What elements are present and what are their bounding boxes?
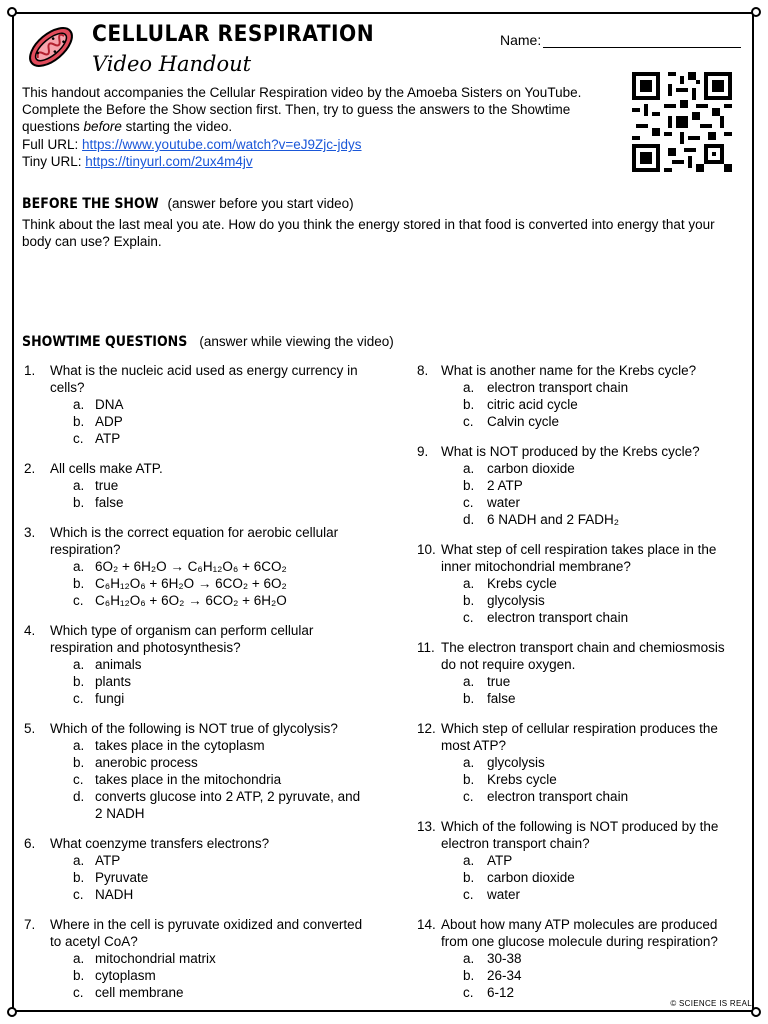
- option-text: citric acid cycle: [487, 397, 578, 412]
- question-text: What step of cell respiration takes place in the inner mitochondrial membrane?: [441, 542, 717, 574]
- answer-option[interactable]: [24, 788, 369, 822]
- option-text: ADP: [95, 414, 123, 429]
- question-text: Where in the cell is pyruvate oxidized and converted to acetyl CoA?: [50, 917, 363, 949]
- question-text: All cells make ATP.: [50, 461, 163, 476]
- option-letter: b.: [73, 870, 85, 885]
- question-item: [417, 443, 737, 528]
- option-text: 6-12: [487, 985, 515, 1000]
- corner-circle: [751, 7, 761, 17]
- full-url-label: Full URL:: [22, 137, 79, 152]
- answer-option[interactable]: [417, 494, 737, 511]
- option-text: false: [487, 691, 516, 706]
- questions-left-column: [24, 362, 369, 1014]
- option-letter: b.: [463, 870, 475, 885]
- tiny-url-label: Tiny URL:: [22, 154, 82, 169]
- answer-option[interactable]: [24, 869, 369, 886]
- option-text: converts glucose into 2 ATP, 2 pyruvate, and 2 NADH: [95, 789, 361, 821]
- option-text: carbon dioxide: [487, 461, 575, 476]
- option-text: animals: [95, 657, 142, 672]
- tiny-url-link[interactable]: https://tinyurl.com/2ux4m4jv: [85, 154, 253, 169]
- answer-option[interactable]: [24, 967, 369, 984]
- option-letter: a.: [463, 853, 475, 868]
- option-letter: c.: [73, 691, 84, 706]
- question-text: What coenzyme transfers electrons?: [50, 836, 270, 851]
- question-number: 4.: [24, 623, 36, 638]
- option-text: C₆H₁₂O₆ + 6H₂O → 6CO₂ + 6O₂: [95, 576, 287, 591]
- showtime-heading: SHOWTIME QUESTIONS (answer while viewing the video): [22, 334, 394, 350]
- question-number: 11.: [417, 640, 435, 655]
- option-letter: d.: [73, 789, 85, 804]
- showtime-note: (answer while viewing the video): [199, 334, 394, 349]
- page-subtitle: Video Handout: [92, 52, 252, 76]
- answer-option[interactable]: [417, 852, 737, 869]
- question-text: What is another name for the Krebs cycle?: [441, 363, 697, 378]
- question-item: [24, 622, 369, 707]
- question-item: [24, 835, 369, 903]
- option-letter: a.: [73, 738, 85, 753]
- question-item: [417, 916, 737, 1001]
- option-text: water: [487, 887, 521, 902]
- answer-option[interactable]: [24, 852, 369, 869]
- answer-option[interactable]: [24, 950, 369, 967]
- intro-text: This handout accompanies the Cellular Respiration video by the Amoeba Sisters on YouTube. Complete the Before the Show section first. Then, try to guess the answers to the Showtime questions before starting the video.: [22, 85, 582, 134]
- option-text: mitochondrial matrix: [95, 951, 216, 966]
- option-letter: a.: [73, 657, 85, 672]
- option-text: 6 NADH and 2 FADH₂: [487, 512, 620, 527]
- option-letter: a.: [463, 951, 475, 966]
- option-letter: b.: [463, 593, 475, 608]
- option-letter: c.: [73, 887, 84, 902]
- option-text: true: [95, 478, 119, 493]
- option-text: takes place in the cytoplasm: [95, 738, 265, 753]
- option-text: Pyruvate: [95, 870, 149, 885]
- option-letter: c.: [73, 431, 84, 446]
- questions-right-column: [417, 362, 737, 1014]
- question-item: [24, 916, 369, 1001]
- option-letter: a.: [73, 559, 85, 574]
- question-text: About how many ATP molecules are produced from one glucose molecule during respiration?: [441, 917, 718, 949]
- answer-option[interactable]: [24, 592, 369, 609]
- answer-option[interactable]: [24, 771, 369, 788]
- question-text: What is the nucleic acid used as energy currency in cells?: [50, 363, 358, 395]
- answer-option[interactable]: [417, 460, 737, 477]
- answer-option[interactable]: [24, 673, 369, 690]
- option-text: ATP: [95, 853, 121, 868]
- option-text: DNA: [95, 397, 124, 412]
- option-text: ATP: [487, 853, 513, 868]
- option-letter: a.: [73, 853, 85, 868]
- before-show-heading: BEFORE THE SHOW (answer before you start video): [22, 196, 354, 212]
- option-letter: b.: [73, 495, 85, 510]
- qr-code[interactable]: [632, 72, 732, 172]
- option-letter: a.: [463, 461, 475, 476]
- question-text: Which of the following is NOT produced by the electron transport chain?: [441, 819, 719, 851]
- answer-option[interactable]: [24, 430, 369, 447]
- answer-option[interactable]: [24, 737, 369, 754]
- option-letter: b.: [73, 414, 85, 429]
- option-letter: c.: [463, 495, 474, 510]
- answer-option[interactable]: [24, 413, 369, 430]
- answer-option[interactable]: [24, 477, 369, 494]
- question-number: 5.: [24, 721, 36, 736]
- option-letter: a.: [463, 674, 475, 689]
- option-letter: c.: [73, 985, 84, 1000]
- option-text: false: [95, 495, 124, 510]
- answer-option[interactable]: [417, 592, 737, 609]
- option-text: cytoplasm: [95, 968, 156, 983]
- answer-option[interactable]: [417, 690, 737, 707]
- option-text: electron transport chain: [487, 789, 629, 804]
- corner-circle: [7, 1007, 17, 1017]
- option-letter: c.: [73, 593, 84, 608]
- option-letter: c.: [463, 985, 474, 1000]
- before-show-note: (answer before you start video): [167, 196, 354, 211]
- answer-option[interactable]: [24, 984, 369, 1001]
- option-text: 2 ATP: [487, 478, 523, 493]
- question-text: Which step of cellular respiration produces the most ATP?: [441, 721, 718, 753]
- corner-circle: [751, 1007, 761, 1017]
- question-item: [417, 362, 737, 430]
- answer-option[interactable]: [24, 886, 369, 903]
- option-letter: b.: [463, 478, 475, 493]
- option-letter: b.: [73, 576, 85, 591]
- option-letter: b.: [463, 691, 475, 706]
- option-text: C₆H₁₂O₆ + 6O₂ → 6CO₂ + 6H₂O: [95, 593, 287, 608]
- option-letter: c.: [463, 610, 474, 625]
- mitochondria-icon: [24, 20, 78, 74]
- answer-option[interactable]: [24, 754, 369, 771]
- answer-option[interactable]: [417, 413, 737, 430]
- option-text: 30-38: [487, 951, 522, 966]
- question-number: 7.: [24, 917, 36, 932]
- option-text: carbon dioxide: [487, 870, 575, 885]
- answer-option[interactable]: [24, 558, 369, 575]
- answer-option[interactable]: [24, 396, 369, 413]
- option-text: Krebs cycle: [487, 576, 557, 591]
- answer-option[interactable]: [24, 494, 369, 511]
- answer-option[interactable]: [417, 477, 737, 494]
- question-text: What is NOT produced by the Krebs cycle?: [441, 444, 700, 459]
- question-item: [417, 639, 737, 707]
- question-number: 1.: [24, 363, 36, 378]
- option-letter: c.: [73, 772, 84, 787]
- answer-option[interactable]: [417, 771, 737, 788]
- option-text: anerobic process: [95, 755, 198, 770]
- question-item: [417, 818, 737, 903]
- question-text: The electron transport chain and chemiosmosis do not require oxygen.: [441, 640, 725, 672]
- question-item: [417, 720, 737, 805]
- option-letter: c.: [463, 887, 474, 902]
- answer-option[interactable]: [417, 609, 737, 626]
- option-text: Calvin cycle: [487, 414, 560, 429]
- question-item: [24, 524, 369, 609]
- option-text: electron transport chain: [487, 380, 629, 395]
- answer-option[interactable]: [417, 967, 737, 984]
- option-letter: d.: [463, 512, 475, 527]
- question-text: Which is the correct equation for aerobic cellular respiration?: [50, 525, 339, 557]
- option-letter: b.: [73, 968, 85, 983]
- option-letter: b.: [463, 772, 475, 787]
- option-text: takes place in the mitochondria: [95, 772, 282, 787]
- option-text: glycolysis: [487, 755, 545, 770]
- full-url-row: [22, 136, 627, 153]
- answer-option[interactable]: [24, 690, 369, 707]
- intro-emphasis: before: [83, 119, 122, 134]
- option-letter: b.: [73, 755, 85, 770]
- option-text: 6O₂ + 6H₂O → C₆H₁₂O₆ + 6CO₂: [95, 559, 287, 574]
- option-letter: b.: [463, 968, 475, 983]
- option-text: 26-34: [487, 968, 522, 983]
- name-label: Name:: [500, 32, 542, 48]
- option-text: ATP: [95, 431, 121, 446]
- option-letter: a.: [463, 576, 475, 591]
- option-text: fungi: [95, 691, 125, 706]
- corner-circle: [7, 7, 17, 17]
- option-letter: a.: [73, 951, 85, 966]
- full-url-link[interactable]: https://www.youtube.com/watch?v=eJ9Zjc-jdys: [82, 137, 362, 152]
- question-item: [24, 460, 369, 511]
- name-field[interactable]: [500, 32, 741, 48]
- question-number: 8.: [417, 363, 429, 378]
- option-letter: b.: [73, 674, 85, 689]
- option-letter: a.: [463, 755, 475, 770]
- name-blank-line[interactable]: [543, 33, 741, 48]
- before-show-prompt: Think about the last meal you ate. How do you think the energy stored in that food is converted into energy that your body can use? Explain.: [22, 217, 715, 249]
- option-text: glycolysis: [487, 593, 545, 608]
- intro-paragraph: [22, 84, 627, 170]
- answer-option[interactable]: [417, 754, 737, 771]
- option-text: cell membrane: [95, 985, 184, 1000]
- question-number: 9.: [417, 444, 429, 459]
- question-text: Which type of organism can perform cellular respiration and photosynthesis?: [50, 623, 314, 655]
- question-item: [24, 362, 369, 447]
- option-letter: a.: [73, 397, 85, 412]
- option-letter: c.: [463, 414, 474, 429]
- option-text: plants: [95, 674, 132, 689]
- copyright-text: © SCIENCE IS REAL: [670, 999, 752, 1008]
- question-number: 12.: [417, 721, 436, 736]
- question-item: [24, 720, 369, 822]
- option-text: water: [487, 495, 521, 510]
- answer-option[interactable]: [417, 869, 737, 886]
- answer-option[interactable]: [417, 950, 737, 967]
- answer-option[interactable]: [417, 886, 737, 903]
- question-text: Which of the following is NOT true of glycolysis?: [50, 721, 338, 736]
- question-number: 13.: [417, 819, 436, 834]
- option-letter: c.: [463, 789, 474, 804]
- answer-option[interactable]: [417, 673, 737, 690]
- option-text: true: [487, 674, 511, 689]
- question-item: [417, 541, 737, 626]
- option-text: electron transport chain: [487, 610, 629, 625]
- answer-option[interactable]: [417, 396, 737, 413]
- question-number: 6.: [24, 836, 36, 851]
- answer-option[interactable]: [417, 788, 737, 805]
- option-letter: b.: [463, 397, 475, 412]
- page-title: CELLULAR RESPIRATION: [92, 22, 375, 47]
- question-number: 10.: [417, 542, 436, 557]
- option-letter: a.: [463, 380, 475, 395]
- question-number: 14.: [417, 917, 436, 932]
- answer-option[interactable]: [24, 575, 369, 592]
- question-number: 3.: [24, 525, 36, 540]
- option-text: NADH: [95, 887, 134, 902]
- tiny-url-row: [22, 153, 627, 170]
- answer-option[interactable]: [417, 575, 737, 592]
- answer-option[interactable]: [24, 656, 369, 673]
- answer-option[interactable]: [417, 511, 737, 528]
- option-text: Krebs cycle: [487, 772, 557, 787]
- option-letter: a.: [73, 478, 85, 493]
- answer-option[interactable]: [417, 379, 737, 396]
- question-number: 2.: [24, 461, 36, 476]
